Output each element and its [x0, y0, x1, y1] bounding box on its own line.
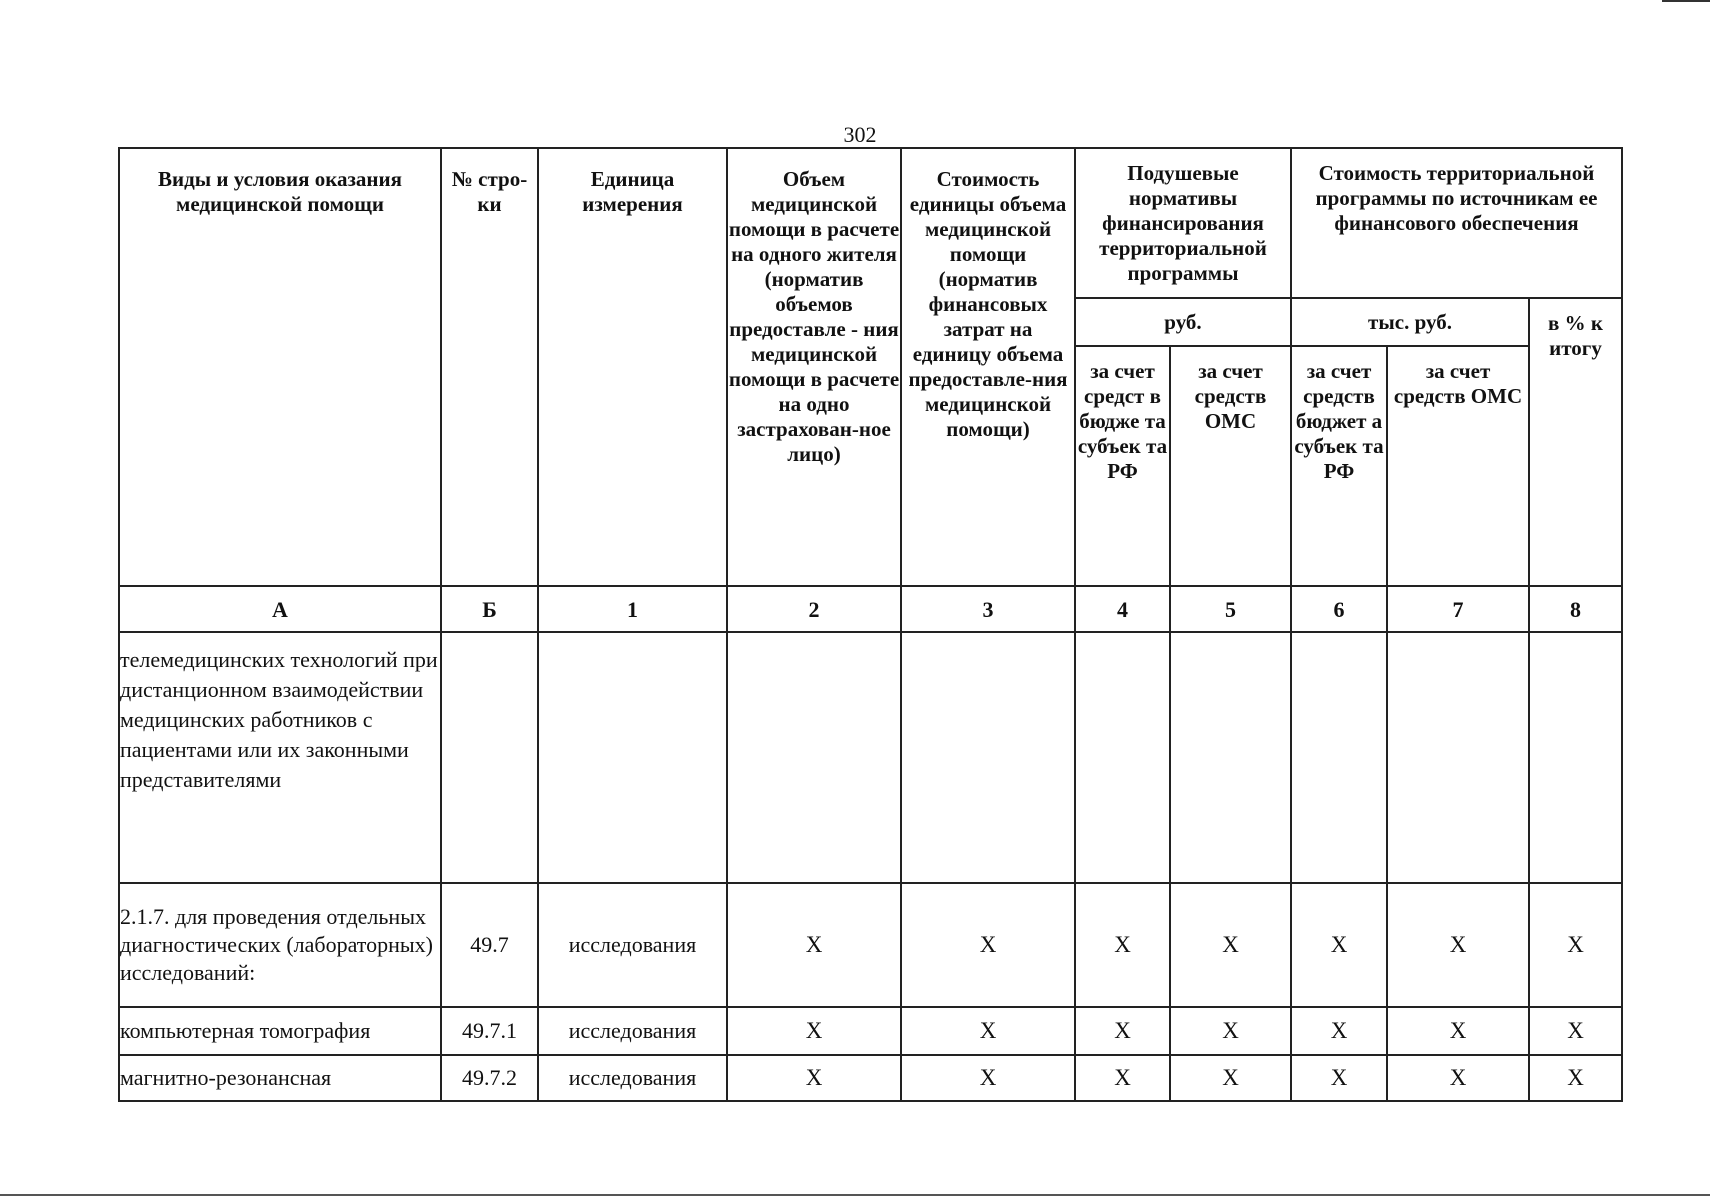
header-col-7: за счет средств ОМС: [1387, 346, 1529, 586]
header-kind: Виды и условия оказания медицинской помощи: [119, 148, 441, 586]
index-cell: Б: [441, 586, 538, 632]
row-number: 49.7.2: [441, 1055, 538, 1101]
row-value: X: [901, 1007, 1075, 1055]
bottom-rule: [0, 1194, 1710, 1196]
row-value: X: [1075, 1055, 1170, 1101]
table-row: [119, 632, 1622, 883]
row-label: компьютерная томография: [119, 1007, 441, 1055]
row-unit: исследования: [538, 1007, 727, 1055]
index-cell: А: [119, 586, 441, 632]
row-value: X: [1387, 1055, 1529, 1101]
row-value: [1291, 632, 1387, 883]
budget-table: [118, 147, 1623, 1102]
row-number: [441, 632, 538, 883]
index-row: [119, 586, 1622, 632]
row-value: [1529, 632, 1622, 883]
index-cell: 4: [1075, 586, 1170, 632]
row-value: X: [1529, 1055, 1622, 1101]
index-cell: 2: [727, 586, 901, 632]
header-col-6: за счет средств бюджет а субъек та РФ: [1291, 346, 1387, 586]
row-number: 49.7.1: [441, 1007, 538, 1055]
index-cell: 1: [538, 586, 727, 632]
row-unit: исследования: [538, 1055, 727, 1101]
row-number: 49.7: [441, 883, 538, 1007]
row-label: 2.1.7. для проведения отдельных диагностических (лабораторных) исследований:: [119, 883, 441, 1007]
header-thousand-rub: тыс. руб.: [1291, 298, 1529, 346]
header-rub: руб.: [1075, 298, 1291, 346]
row-value: X: [1529, 1007, 1622, 1055]
row-value: [1075, 632, 1170, 883]
row-value: X: [1170, 1055, 1291, 1101]
row-label: телемедицинских технологий при дистанционном взаимодействии медицинских работников с пациентами или их законными представителями: [119, 632, 441, 883]
header-volume: Объем медицинской помощи в расчете на одного жителя (норматив объемов предоставле - ния медицинской помощи в расчете на одно застрахован-ное лицо): [727, 148, 901, 586]
row-value: [901, 632, 1075, 883]
header-row-number: № стро-ки: [441, 148, 538, 586]
header-col-5: за счет средств ОМС: [1170, 346, 1291, 586]
header-col-4: за счет средст в бюдже та субъек та РФ: [1075, 346, 1170, 586]
row-value: X: [901, 883, 1075, 1007]
index-cell: 6: [1291, 586, 1387, 632]
row-value: X: [1291, 883, 1387, 1007]
row-value: X: [1170, 1007, 1291, 1055]
index-cell: 3: [901, 586, 1075, 632]
row-value: X: [727, 883, 901, 1007]
row-value: X: [1291, 1007, 1387, 1055]
row-unit: исследования: [538, 883, 727, 1007]
row-value: X: [1387, 883, 1529, 1007]
table-row: [119, 1055, 1622, 1101]
row-value: [1387, 632, 1529, 883]
header-program-cost: Стоимость территориальной программы по источникам ее финансового обеспечения: [1291, 148, 1622, 298]
table-row: [119, 883, 1622, 1007]
row-value: X: [1387, 1007, 1529, 1055]
header-unit: Единица измерения: [538, 148, 727, 586]
header-percent-total: в % к итогу: [1529, 298, 1622, 586]
row-unit: [538, 632, 727, 883]
row-value: X: [1529, 883, 1622, 1007]
row-value: X: [1170, 883, 1291, 1007]
row-value: X: [1075, 1007, 1170, 1055]
index-cell: 8: [1529, 586, 1622, 632]
row-value: X: [727, 1055, 901, 1101]
row-value: X: [1075, 883, 1170, 1007]
index-cell: 7: [1387, 586, 1529, 632]
table-row: [119, 1007, 1622, 1055]
header-per-capita: Подушевые нормативы финансирования территориальной программы: [1075, 148, 1291, 298]
header-unit-cost: Стоимость единицы объема медицинской помощи (норматив финансовых затрат на единицу объема предоставле-ния медицинской помощи): [901, 148, 1075, 586]
row-label: магнитно-резонансная: [119, 1055, 441, 1101]
page-number: 302: [843, 122, 877, 147]
row-value: [1170, 632, 1291, 883]
header-row-main: [119, 148, 1622, 298]
row-value: [727, 632, 901, 883]
corner-rule: [1662, 0, 1710, 2]
row-value: X: [1291, 1055, 1387, 1101]
row-value: X: [901, 1055, 1075, 1101]
index-cell: 5: [1170, 586, 1291, 632]
row-value: X: [727, 1007, 901, 1055]
